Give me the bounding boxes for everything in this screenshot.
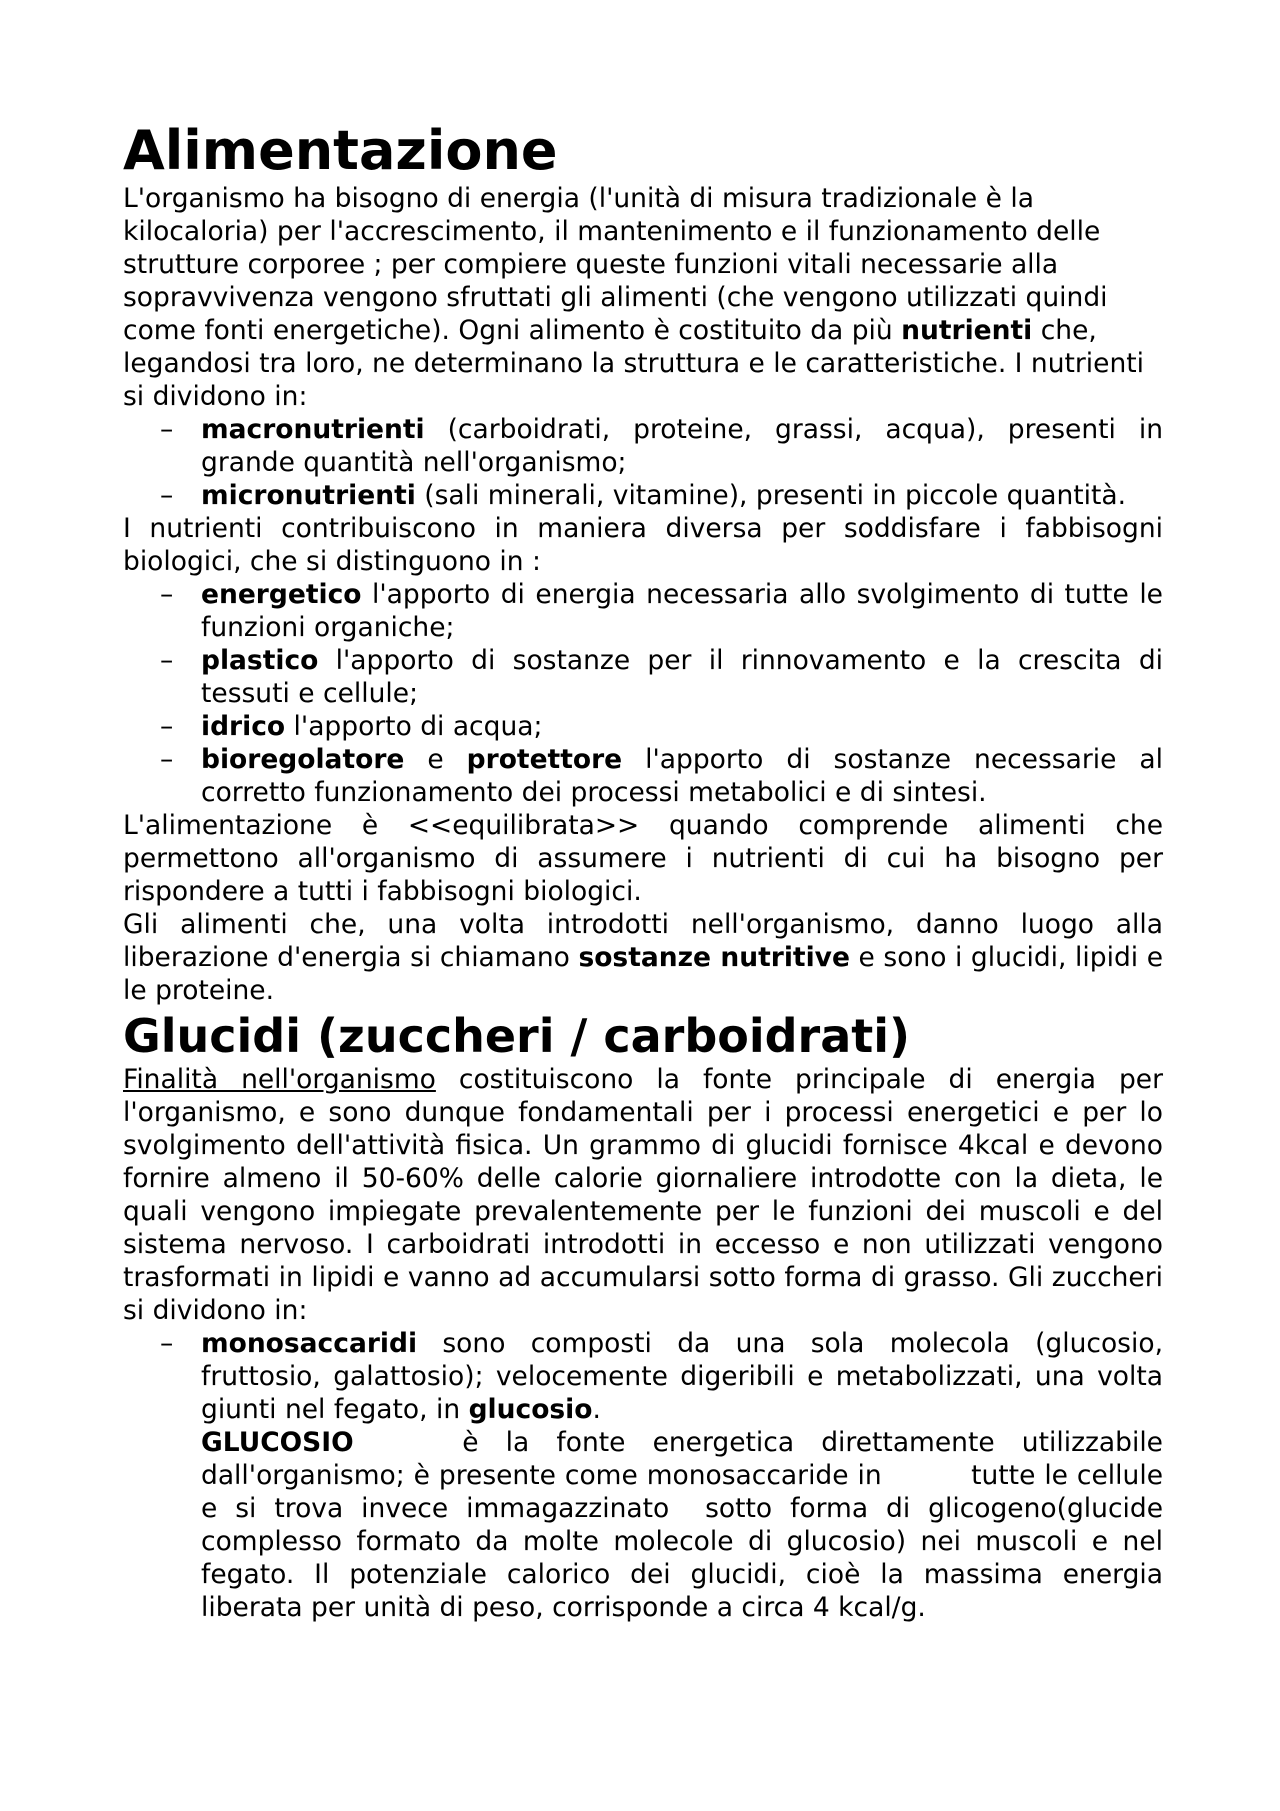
dash-bullet: – — [160, 645, 174, 676]
dash-bullet: – — [160, 579, 174, 610]
period: . — [592, 1394, 601, 1425]
list-item-text: (sali minerali, vitamine), presenti in piccole quantità. — [415, 480, 1127, 511]
nutritive-text-end: e sono i glucidi, lipidi e le proteine. — [123, 942, 1164, 1006]
dash-bullet: – — [160, 744, 174, 775]
nutritive-text: Gli alimenti che, una volta introdotti nell'organismo, danno luogo alla liberazione d'energia si chiamano — [123, 909, 1163, 973]
list-item-text: l'apporto di acqua; — [285, 711, 543, 742]
term-plastico: plastico — [201, 645, 319, 676]
term-protettore: protettore — [466, 744, 623, 775]
term-nutrienti: nutrienti — [901, 315, 1033, 346]
dash-bullet: – — [160, 414, 174, 445]
list-item — [123, 578, 1163, 644]
conjunction: e — [404, 744, 467, 775]
term-bioregolatore: bioregolatore — [201, 744, 405, 775]
term-monosaccaridi: monosaccaridi — [201, 1328, 418, 1359]
nutritive-paragraph — [123, 908, 1163, 1007]
needs-list — [123, 578, 1163, 809]
intro-paragraph — [123, 182, 1163, 413]
sugar-list — [123, 1327, 1163, 1426]
list-item-text: l'apporto di sostanze necessarie al corretto funzionamento dei processi metabolici e di sintesi. — [201, 744, 1164, 808]
list-item — [123, 413, 1163, 479]
needs-intro-paragraph: I nutrienti contribuiscono in maniera diversa per soddisfare i fabbisogni biologici, che si distinguono in : — [123, 513, 1163, 577]
term-idrico: idrico — [201, 711, 286, 742]
intro-text: L'organismo ha bisogno di energia (l'unità di misura tradizionale è la kilocaloria) per l'accrescimento, il mantenimento e il funzionamento delle strutture corporee ; per compiere queste funzioni vitali necessarie alla sopravvivenza vengono sfruttati gli alimenti (che vengono utilizzati quindi come fonti energetiche). Ogni alimento è costituito da più — [123, 183, 1108, 346]
glucose-text: è la fonte energetica direttamente utilizzabile dall'organismo; è presente come monosaccaride in tutte le cellule e si trova invece immagazzinato sotto forma di glicogeno(glucide complesso formato da molte molecole di glucosio) nei muscoli e nel fegato. Il potenziale calorico dei glucidi, cioè la massima energia liberata per unità di peso, corrisponde a circa 4 kcal/g. — [201, 1427, 1172, 1623]
list-item — [123, 743, 1163, 809]
list-item-text: l'apporto di energia necessaria allo svolgimento di tutte le funzioni organiche; — [201, 579, 1163, 643]
dash-bullet: – — [160, 480, 174, 511]
list-item-text: (carboidrati, proteine, grassi, acqua), presenti in grande quantità nell'organismo; — [201, 414, 1163, 478]
intro-text-end: che, legandosi tra loro, ne determinano la struttura e le caratteristiche. I nutrienti si dividono in: — [123, 315, 1145, 412]
document-page — [123, 119, 1172, 1624]
term-energetico: energetico — [201, 579, 362, 610]
section-title-glucidi: Glucidi (zuccheri / carboidrati) — [123, 1009, 911, 1063]
list-item — [123, 644, 1163, 710]
term-glucosio: glucosio — [468, 1394, 593, 1425]
list-item-text: l'apporto di sostanze per il rinnovamento e la crescita di tessuti e cellule; — [201, 645, 1163, 709]
dash-bullet: – — [160, 711, 174, 742]
glucose-paragraph — [123, 1426, 1172, 1624]
purpose-label: Finalità nell'organismo — [123, 1064, 436, 1095]
list-item — [123, 479, 1163, 512]
nutrient-list — [123, 413, 1163, 512]
list-item — [123, 1327, 1163, 1426]
balanced-diet-paragraph: L'alimentazione è <<equilibrata>> quando comprende alimenti che permettono all'organismo di assumere i nutrienti di cui ha bisogno per rispondere a tutti i fabbisogni biologici. — [123, 810, 1163, 907]
term-glucosio-caps: GLUCOSIO — [201, 1427, 354, 1458]
term-sostanze-nutritive: sostanze nutritive — [578, 942, 850, 973]
list-item-text: sono composti da una sola molecola (glucosio, fruttosio, galattosio); velocemente digeribili e metabolizzati, una volta giunti nel fegato, in — [201, 1328, 1163, 1425]
section-title-alimentazione: Alimentazione — [123, 119, 558, 182]
term-macronutrienti: macronutrienti — [201, 414, 425, 445]
purpose-text: costituiscono la fonte principale di energia per l'organismo, e sono dunque fondamentali per i processi energetici e per lo svolgimento dell'attività fisica. Un grammo di glucidi fornisce 4kcal e devono fornire almeno il 50-60% delle calorie giornaliere introdotte con la dieta, le quali vengono impiegate prevalentemente per le funzioni dei muscoli e del sistema nervoso. I carboidrati introdotti in eccesso e non utilizzati vengono trasformati in lipidi e vanno ad accumularsi sotto forma di grasso. Gli zuccheri si dividono in: — [123, 1064, 1163, 1326]
list-item — [123, 710, 1163, 743]
purpose-paragraph — [123, 1063, 1163, 1327]
dash-bullet: – — [160, 1328, 174, 1359]
term-micronutrienti: micronutrienti — [201, 480, 416, 511]
